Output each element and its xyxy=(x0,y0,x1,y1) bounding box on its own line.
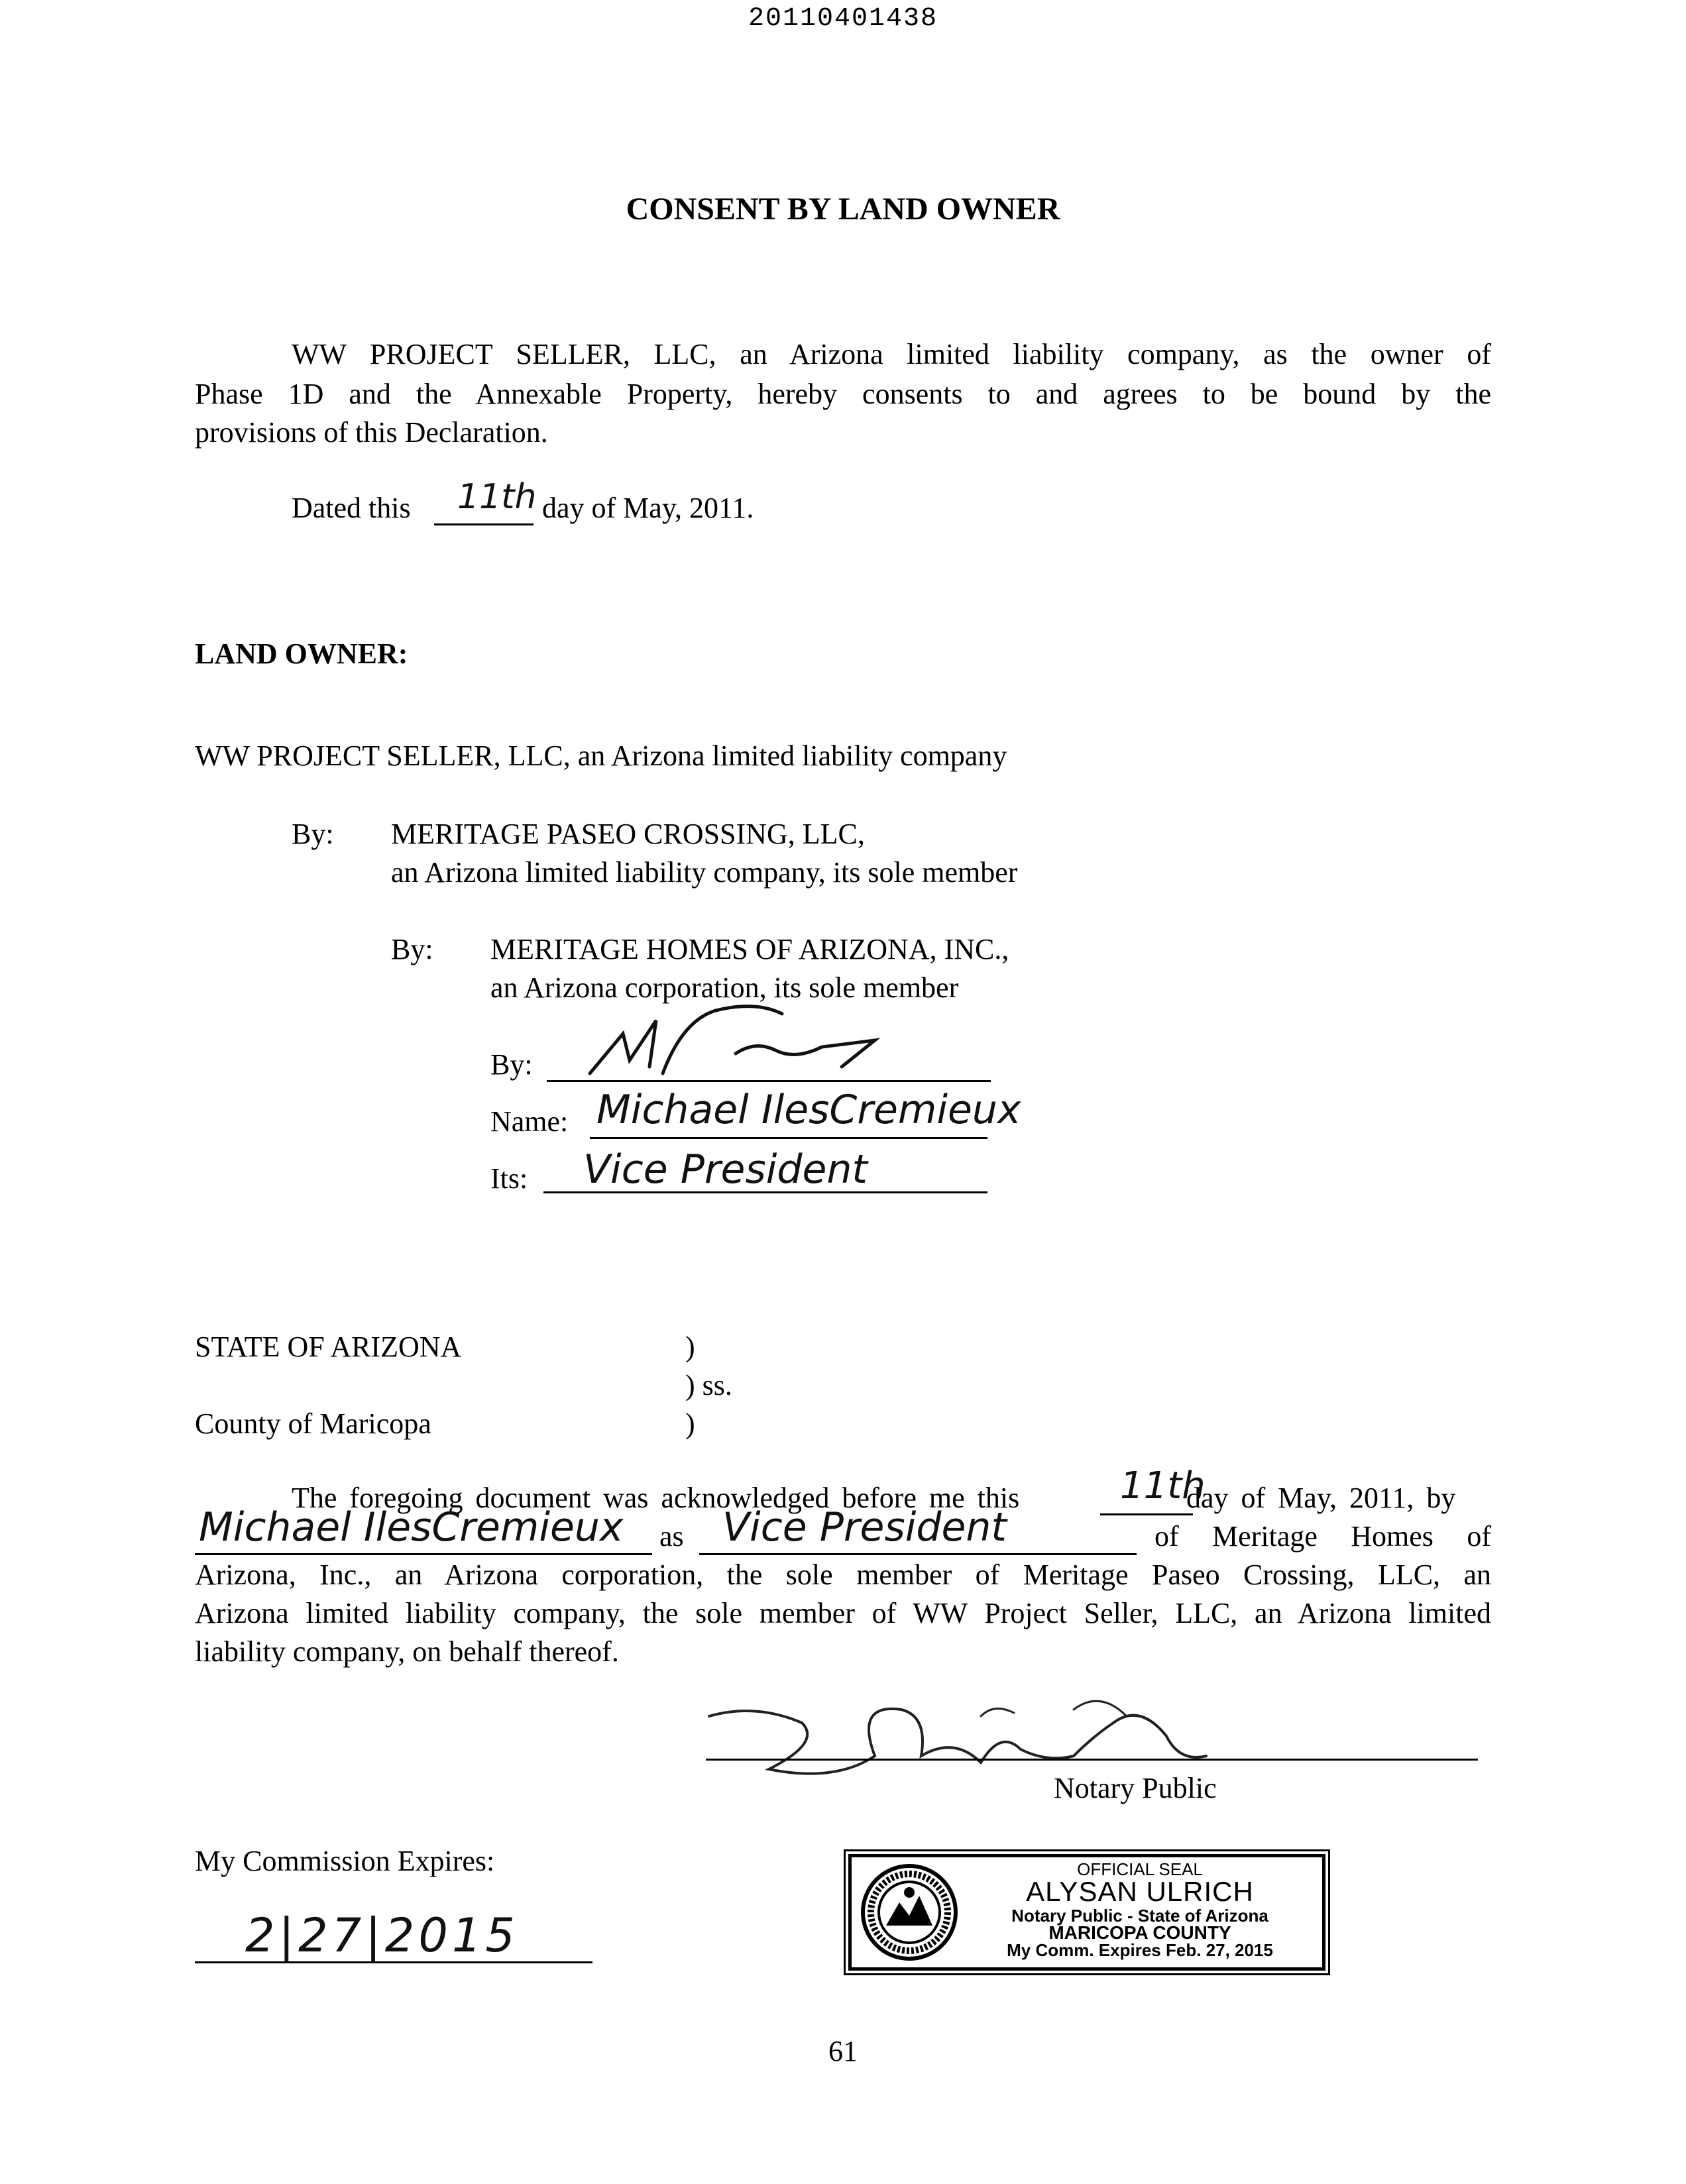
by1-name: MERITAGE PASEO CROSSING, LLC, xyxy=(391,818,865,850)
official-seal-stamp xyxy=(848,1854,1325,1971)
ack-title-handwritten: Vice President xyxy=(722,1504,1007,1551)
seal-line-1: OFFICIAL SEAL xyxy=(1077,1859,1203,1879)
sig-name-rule xyxy=(590,1137,987,1139)
intro-line-2: Phase 1D and the Annexable Property, hereby consents to and agrees to be bound by the xyxy=(195,378,1491,410)
land-owner-entity: WW PROJECT SELLER, LLC, an Arizona limited liability company xyxy=(195,739,1007,772)
land-owner-heading: LAND OWNER: xyxy=(195,637,408,670)
ack-name-handwritten: Michael IlesCremieux xyxy=(199,1504,624,1551)
by1-desc: an Arizona limited liability company, its sole member xyxy=(391,856,1018,889)
venue-paren-3: ) xyxy=(685,1407,695,1440)
notary-signature-rule xyxy=(706,1759,1478,1761)
ack-day-handwritten: 11th xyxy=(1120,1464,1206,1507)
venue-ss: ) ss. xyxy=(685,1369,732,1401)
sig-by-label: By: xyxy=(490,1048,533,1081)
venue-paren-1: ) xyxy=(685,1331,695,1363)
document-title: CONSENT BY LAND OWNER xyxy=(626,191,1060,227)
sig-name-handwritten: Michael IlesCremieux xyxy=(596,1087,1021,1133)
ack-as: as xyxy=(659,1520,684,1553)
ack-line-3: Arizona, Inc., an Arizona corporation, the sole member of Meritage Paseo Crossing, LLC, an xyxy=(195,1558,1491,1591)
venue-state: STATE OF ARIZONA xyxy=(195,1331,462,1363)
seal-line-5: My Comm. Expires Feb. 27, 2015 xyxy=(1007,1940,1273,1960)
by2-name: MERITAGE HOMES OF ARIZONA, INC., xyxy=(490,933,1009,965)
seal-line-2: ALYSAN ULRICH xyxy=(1026,1876,1254,1907)
ack-line-1b: day of May, 2011, by xyxy=(1186,1482,1456,1514)
intro-line-3: provisions of this Declaration. xyxy=(195,416,548,449)
by1-label: By: xyxy=(292,818,334,850)
ack-line-1a: The foregoing document was acknowledged before me this xyxy=(292,1482,1020,1514)
sig-its-handwritten: Vice President xyxy=(583,1146,868,1193)
commission-label: My Commission Expires: xyxy=(195,1845,495,1877)
dated-day-handwritten: 11th xyxy=(457,477,537,517)
seal-line-3: Notary Public - State of Arizona xyxy=(1011,1906,1268,1926)
ack-title-rule xyxy=(699,1553,1137,1555)
by2-label: By: xyxy=(391,933,433,965)
ack-day-rule xyxy=(1100,1513,1193,1515)
dated-day-rule xyxy=(434,523,534,525)
by2-desc: an Arizona corporation, its sole member xyxy=(490,971,959,1004)
sig-its-label: Its: xyxy=(490,1162,528,1195)
dated-suffix: day of May, 2011. xyxy=(542,492,754,524)
signature-mark xyxy=(583,994,954,1087)
dated-prefix: Dated this xyxy=(292,492,411,524)
sig-name-label: Name: xyxy=(490,1105,569,1138)
commission-date-handwritten: 2|27|2015 xyxy=(245,1908,519,1963)
ack-line-2b: of Meritage Homes of xyxy=(1154,1520,1491,1553)
page-number: 61 xyxy=(828,2035,858,2067)
ack-name-rule xyxy=(195,1553,652,1555)
notary-public-label: Notary Public xyxy=(1054,1772,1217,1804)
venue-county: County of Maricopa xyxy=(195,1407,431,1440)
state-seal-emblem xyxy=(860,1863,959,1962)
ack-line-5: liability company, on behalf thereof. xyxy=(195,1635,619,1668)
seal-line-4: MARICOPA COUNTY xyxy=(1048,1922,1231,1943)
recording-number: 20110401438 xyxy=(748,4,938,34)
ack-line-4: Arizona limited liability company, the sole member of WW Project Seller, LLC, an Arizona limited xyxy=(195,1597,1491,1629)
intro-line-1: WW PROJECT SELLER, LLC, an Arizona limited liability company, as the owner of xyxy=(292,338,1491,370)
